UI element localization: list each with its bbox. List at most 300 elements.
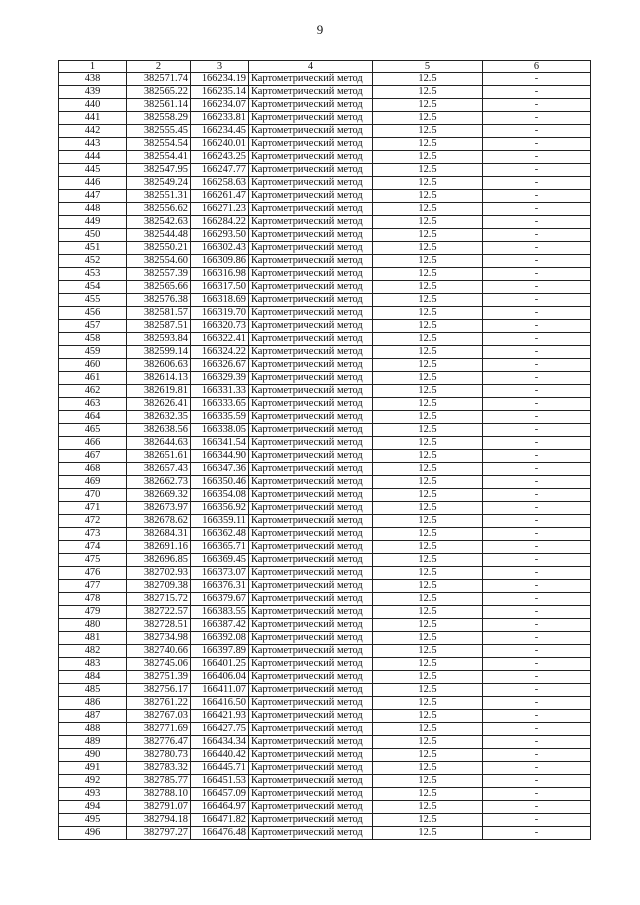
cell-coord-x: 382761.22 [127, 697, 191, 710]
cell-point-number: 463 [59, 398, 127, 411]
cell-point-number: 474 [59, 541, 127, 554]
cell-coord-y: 166329.39 [191, 372, 249, 385]
cell-coord-x: 382734.98 [127, 632, 191, 645]
cell-point-number: 440 [59, 99, 127, 112]
cell-coord-x: 382722.57 [127, 606, 191, 619]
table-row [59, 710, 591, 723]
cell-coord-y: 166322.41 [191, 333, 249, 346]
cell-point-number: 473 [59, 528, 127, 541]
table-row [59, 99, 591, 112]
cell-coord-y: 166376.31 [191, 580, 249, 593]
coordinates-table [58, 60, 591, 840]
cell-point-number: 464 [59, 411, 127, 424]
cell-coord-x: 382554.60 [127, 255, 191, 268]
cell-coord-y: 166457.09 [191, 788, 249, 801]
cell-coord-x: 382550.21 [127, 242, 191, 255]
table-row [59, 424, 591, 437]
cell-coord-y: 166326.67 [191, 359, 249, 372]
cell-coord-x: 382709.38 [127, 580, 191, 593]
cell-coord-x: 382678.62 [127, 515, 191, 528]
table-row [59, 203, 591, 216]
cell-coord-y: 166359.11 [191, 515, 249, 528]
cell-note: - [483, 749, 591, 762]
cell-point-number: 470 [59, 489, 127, 502]
cell-coord-y: 166234.19 [191, 73, 249, 86]
table-row [59, 359, 591, 372]
cell-point-number: 466 [59, 437, 127, 450]
table-row [59, 411, 591, 424]
cell-coord-y: 166379.67 [191, 593, 249, 606]
cell-coord-x: 382767.03 [127, 710, 191, 723]
cell-accuracy: 12.5 [373, 723, 483, 736]
cell-point-number: 490 [59, 749, 127, 762]
cell-method: Картометрический метод [249, 580, 373, 593]
cell-note: - [483, 827, 591, 840]
cell-method: Картометрический метод [249, 788, 373, 801]
cell-coord-x: 382576.38 [127, 294, 191, 307]
column-header-4: 4 [249, 61, 373, 73]
cell-coord-y: 166309.86 [191, 255, 249, 268]
cell-point-number: 483 [59, 658, 127, 671]
cell-method: Картометрический метод [249, 489, 373, 502]
cell-coord-y: 166247.77 [191, 164, 249, 177]
cell-point-number: 489 [59, 736, 127, 749]
cell-accuracy: 12.5 [373, 450, 483, 463]
cell-method: Картометрический метод [249, 320, 373, 333]
cell-point-number: 456 [59, 307, 127, 320]
cell-accuracy: 12.5 [373, 112, 483, 125]
cell-accuracy: 12.5 [373, 216, 483, 229]
table-row [59, 86, 591, 99]
cell-coord-x: 382756.17 [127, 684, 191, 697]
table-row [59, 723, 591, 736]
cell-accuracy: 12.5 [373, 242, 483, 255]
table-row [59, 489, 591, 502]
cell-note: - [483, 372, 591, 385]
cell-accuracy: 12.5 [373, 229, 483, 242]
cell-coord-x: 382561.14 [127, 99, 191, 112]
cell-coord-y: 166464.97 [191, 801, 249, 814]
table-row [59, 528, 591, 541]
cell-coord-y: 166316.98 [191, 268, 249, 281]
cell-note: - [483, 580, 591, 593]
cell-method: Картометрический метод [249, 255, 373, 268]
cell-point-number: 445 [59, 164, 127, 177]
table-row [59, 567, 591, 580]
cell-accuracy: 12.5 [373, 684, 483, 697]
cell-note: - [483, 606, 591, 619]
table-row [59, 632, 591, 645]
cell-method: Картометрический метод [249, 554, 373, 567]
cell-coord-x: 382797.27 [127, 827, 191, 840]
cell-method: Картометрический метод [249, 814, 373, 827]
cell-note: - [483, 307, 591, 320]
cell-accuracy: 12.5 [373, 736, 483, 749]
cell-accuracy: 12.5 [373, 73, 483, 86]
cell-accuracy: 12.5 [373, 593, 483, 606]
cell-accuracy: 12.5 [373, 164, 483, 177]
cell-method: Картометрический метод [249, 99, 373, 112]
cell-accuracy: 12.5 [373, 99, 483, 112]
cell-point-number: 484 [59, 671, 127, 684]
cell-note: - [483, 73, 591, 86]
table-row [59, 697, 591, 710]
table-row [59, 502, 591, 515]
cell-point-number: 451 [59, 242, 127, 255]
cell-point-number: 441 [59, 112, 127, 125]
cell-coord-y: 166338.05 [191, 424, 249, 437]
cell-method: Картометрический метод [249, 307, 373, 320]
table-row [59, 372, 591, 385]
cell-point-number: 452 [59, 255, 127, 268]
cell-accuracy: 12.5 [373, 151, 483, 164]
cell-point-number: 486 [59, 697, 127, 710]
cell-method: Картометрический метод [249, 398, 373, 411]
table-row [59, 749, 591, 762]
cell-coord-y: 166362.48 [191, 528, 249, 541]
cell-coord-x: 382632.35 [127, 411, 191, 424]
cell-accuracy: 12.5 [373, 827, 483, 840]
cell-note: - [483, 502, 591, 515]
cell-note: - [483, 632, 591, 645]
cell-method: Картометрический метод [249, 593, 373, 606]
cell-method: Картометрический метод [249, 190, 373, 203]
cell-coord-x: 382558.29 [127, 112, 191, 125]
cell-coord-y: 166333.65 [191, 398, 249, 411]
cell-method: Картометрический метод [249, 268, 373, 281]
cell-note: - [483, 320, 591, 333]
cell-accuracy: 12.5 [373, 125, 483, 138]
cell-accuracy: 12.5 [373, 671, 483, 684]
table-header-row [59, 61, 591, 73]
cell-accuracy: 12.5 [373, 801, 483, 814]
cell-coord-x: 382555.45 [127, 125, 191, 138]
cell-coord-x: 382780.73 [127, 749, 191, 762]
cell-note: - [483, 229, 591, 242]
cell-coord-x: 382644.63 [127, 437, 191, 450]
cell-point-number: 492 [59, 775, 127, 788]
cell-note: - [483, 359, 591, 372]
cell-accuracy: 12.5 [373, 788, 483, 801]
cell-coord-x: 382745.06 [127, 658, 191, 671]
cell-coord-x: 382751.39 [127, 671, 191, 684]
cell-accuracy: 12.5 [373, 346, 483, 359]
cell-coord-x: 382557.39 [127, 268, 191, 281]
cell-accuracy: 12.5 [373, 619, 483, 632]
cell-note: - [483, 554, 591, 567]
cell-accuracy: 12.5 [373, 580, 483, 593]
cell-coord-x: 382587.51 [127, 320, 191, 333]
cell-note: - [483, 593, 591, 606]
column-header-3: 3 [191, 61, 249, 73]
cell-accuracy: 12.5 [373, 372, 483, 385]
table-row [59, 112, 591, 125]
cell-note: - [483, 216, 591, 229]
cell-note: - [483, 476, 591, 489]
cell-coord-y: 166406.04 [191, 671, 249, 684]
cell-accuracy: 12.5 [373, 138, 483, 151]
table-row [59, 281, 591, 294]
cell-coord-x: 382791.07 [127, 801, 191, 814]
table-row [59, 827, 591, 840]
cell-method: Картометрический метод [249, 164, 373, 177]
cell-note: - [483, 333, 591, 346]
table-row [59, 437, 591, 450]
cell-point-number: 454 [59, 281, 127, 294]
cell-point-number: 449 [59, 216, 127, 229]
table-row [59, 346, 591, 359]
cell-method: Картометрический метод [249, 138, 373, 151]
cell-coord-y: 166369.45 [191, 554, 249, 567]
cell-accuracy: 12.5 [373, 255, 483, 268]
cell-coord-x: 382547.95 [127, 164, 191, 177]
cell-accuracy: 12.5 [373, 697, 483, 710]
cell-method: Картометрический метод [249, 762, 373, 775]
cell-point-number: 455 [59, 294, 127, 307]
cell-note: - [483, 697, 591, 710]
cell-coord-x: 382619.81 [127, 385, 191, 398]
cell-coord-x: 382551.31 [127, 190, 191, 203]
table-row [59, 814, 591, 827]
cell-coord-y: 166365.71 [191, 541, 249, 554]
cell-note: - [483, 437, 591, 450]
cell-accuracy: 12.5 [373, 645, 483, 658]
table-row [59, 788, 591, 801]
cell-coord-y: 166434.34 [191, 736, 249, 749]
cell-point-number: 459 [59, 346, 127, 359]
cell-accuracy: 12.5 [373, 268, 483, 281]
cell-method: Картометрический метод [249, 242, 373, 255]
cell-coord-x: 382662.73 [127, 476, 191, 489]
table-row [59, 593, 591, 606]
cell-point-number: 460 [59, 359, 127, 372]
cell-method: Картометрический метод [249, 424, 373, 437]
cell-method: Картометрический метод [249, 749, 373, 762]
cell-point-number: 482 [59, 645, 127, 658]
cell-method: Картометрический метод [249, 502, 373, 515]
cell-method: Картометрический метод [249, 723, 373, 736]
cell-note: - [483, 684, 591, 697]
cell-coord-y: 166261.47 [191, 190, 249, 203]
table-row [59, 320, 591, 333]
column-header-2: 2 [127, 61, 191, 73]
cell-point-number: 467 [59, 450, 127, 463]
cell-coord-y: 166387.42 [191, 619, 249, 632]
table-row [59, 541, 591, 554]
cell-note: - [483, 541, 591, 554]
cell-point-number: 469 [59, 476, 127, 489]
cell-accuracy: 12.5 [373, 411, 483, 424]
cell-note: - [483, 294, 591, 307]
table-row [59, 164, 591, 177]
cell-method: Картометрический метод [249, 333, 373, 346]
cell-note: - [483, 619, 591, 632]
cell-coord-y: 166318.69 [191, 294, 249, 307]
cell-point-number: 481 [59, 632, 127, 645]
cell-coord-x: 382565.66 [127, 281, 191, 294]
table-row [59, 476, 591, 489]
cell-point-number: 480 [59, 619, 127, 632]
table-row [59, 385, 591, 398]
cell-note: - [483, 138, 591, 151]
cell-method: Картометрический метод [249, 619, 373, 632]
cell-point-number: 471 [59, 502, 127, 515]
cell-accuracy: 12.5 [373, 398, 483, 411]
cell-note: - [483, 814, 591, 827]
cell-note: - [483, 762, 591, 775]
cell-method: Картометрический метод [249, 216, 373, 229]
cell-point-number: 443 [59, 138, 127, 151]
cell-coord-x: 382614.13 [127, 372, 191, 385]
cell-point-number: 495 [59, 814, 127, 827]
cell-method: Картометрический метод [249, 203, 373, 216]
cell-coord-x: 382783.32 [127, 762, 191, 775]
cell-accuracy: 12.5 [373, 554, 483, 567]
cell-accuracy: 12.5 [373, 541, 483, 554]
cell-point-number: 472 [59, 515, 127, 528]
table-row [59, 268, 591, 281]
cell-method: Картометрический метод [249, 476, 373, 489]
cell-method: Картометрический метод [249, 73, 373, 86]
cell-note: - [483, 164, 591, 177]
cell-point-number: 439 [59, 86, 127, 99]
cell-coord-x: 382669.32 [127, 489, 191, 502]
table-row [59, 307, 591, 320]
cell-accuracy: 12.5 [373, 86, 483, 99]
cell-coord-x: 382696.85 [127, 554, 191, 567]
cell-coord-y: 166427.75 [191, 723, 249, 736]
cell-coord-x: 382549.24 [127, 177, 191, 190]
cell-coord-y: 166373.07 [191, 567, 249, 580]
table-row [59, 125, 591, 138]
cell-note: - [483, 645, 591, 658]
cell-coord-y: 166335.59 [191, 411, 249, 424]
cell-coord-y: 166476.48 [191, 827, 249, 840]
cell-accuracy: 12.5 [373, 528, 483, 541]
cell-coord-x: 382542.63 [127, 216, 191, 229]
cell-method: Картометрический метод [249, 684, 373, 697]
cell-method: Картометрический метод [249, 125, 373, 138]
column-header-5: 5 [373, 61, 483, 73]
cell-coord-y: 166445.71 [191, 762, 249, 775]
cell-accuracy: 12.5 [373, 203, 483, 216]
cell-accuracy: 12.5 [373, 762, 483, 775]
cell-note: - [483, 567, 591, 580]
cell-point-number: 479 [59, 606, 127, 619]
cell-note: - [483, 723, 591, 736]
table-row [59, 333, 591, 346]
table-body [59, 73, 591, 840]
cell-accuracy: 12.5 [373, 281, 483, 294]
cell-method: Картометрический метод [249, 671, 373, 684]
cell-point-number: 461 [59, 372, 127, 385]
cell-coord-y: 166440.42 [191, 749, 249, 762]
cell-accuracy: 12.5 [373, 515, 483, 528]
cell-note: - [483, 125, 591, 138]
cell-coord-y: 166293.50 [191, 229, 249, 242]
cell-coord-x: 382657.43 [127, 463, 191, 476]
cell-method: Картометрический метод [249, 294, 373, 307]
cell-coord-x: 382571.74 [127, 73, 191, 86]
cell-point-number: 458 [59, 333, 127, 346]
cell-accuracy: 12.5 [373, 307, 483, 320]
cell-note: - [483, 450, 591, 463]
cell-method: Картометрический метод [249, 632, 373, 645]
table-row [59, 255, 591, 268]
table-row [59, 515, 591, 528]
table-row [59, 775, 591, 788]
cell-accuracy: 12.5 [373, 658, 483, 671]
cell-point-number: 476 [59, 567, 127, 580]
cell-coord-x: 382673.97 [127, 502, 191, 515]
cell-note: - [483, 801, 591, 814]
cell-point-number: 462 [59, 385, 127, 398]
cell-point-number: 453 [59, 268, 127, 281]
cell-coord-x: 382785.77 [127, 775, 191, 788]
cell-method: Картометрический метод [249, 177, 373, 190]
cell-point-number: 487 [59, 710, 127, 723]
cell-method: Картометрический метод [249, 151, 373, 164]
cell-method: Картометрический метод [249, 710, 373, 723]
cell-coord-y: 166320.73 [191, 320, 249, 333]
cell-note: - [483, 203, 591, 216]
cell-coord-y: 166356.92 [191, 502, 249, 515]
cell-accuracy: 12.5 [373, 294, 483, 307]
cell-point-number: 494 [59, 801, 127, 814]
table-row [59, 450, 591, 463]
cell-note: - [483, 671, 591, 684]
cell-coord-y: 166383.55 [191, 606, 249, 619]
cell-coord-y: 166451.53 [191, 775, 249, 788]
cell-method: Картометрический метод [249, 463, 373, 476]
table-row [59, 580, 591, 593]
cell-coord-x: 382626.41 [127, 398, 191, 411]
cell-coord-x: 382771.69 [127, 723, 191, 736]
cell-accuracy: 12.5 [373, 814, 483, 827]
cell-accuracy: 12.5 [373, 320, 483, 333]
cell-coord-y: 166350.46 [191, 476, 249, 489]
table-row [59, 398, 591, 411]
cell-coord-y: 166234.07 [191, 99, 249, 112]
cell-coord-x: 382554.54 [127, 138, 191, 151]
cell-note: - [483, 151, 591, 164]
cell-coord-y: 166392.08 [191, 632, 249, 645]
cell-coord-x: 382554.41 [127, 151, 191, 164]
cell-coord-y: 166302.43 [191, 242, 249, 255]
table-row [59, 619, 591, 632]
cell-point-number: 493 [59, 788, 127, 801]
cell-accuracy: 12.5 [373, 359, 483, 372]
cell-coord-x: 382651.61 [127, 450, 191, 463]
cell-coord-y: 166234.45 [191, 125, 249, 138]
cell-method: Картометрический метод [249, 736, 373, 749]
cell-coord-y: 166347.36 [191, 463, 249, 476]
cell-point-number: 488 [59, 723, 127, 736]
table-row [59, 671, 591, 684]
cell-note: - [483, 99, 591, 112]
table-row [59, 554, 591, 567]
cell-coord-x: 382606.63 [127, 359, 191, 372]
cell-coord-x: 382740.66 [127, 645, 191, 658]
cell-accuracy: 12.5 [373, 190, 483, 203]
cell-method: Картометрический метод [249, 801, 373, 814]
cell-method: Картометрический метод [249, 515, 373, 528]
cell-point-number: 485 [59, 684, 127, 697]
cell-note: - [483, 424, 591, 437]
cell-method: Картометрический метод [249, 541, 373, 554]
cell-note: - [483, 112, 591, 125]
table-row [59, 684, 591, 697]
